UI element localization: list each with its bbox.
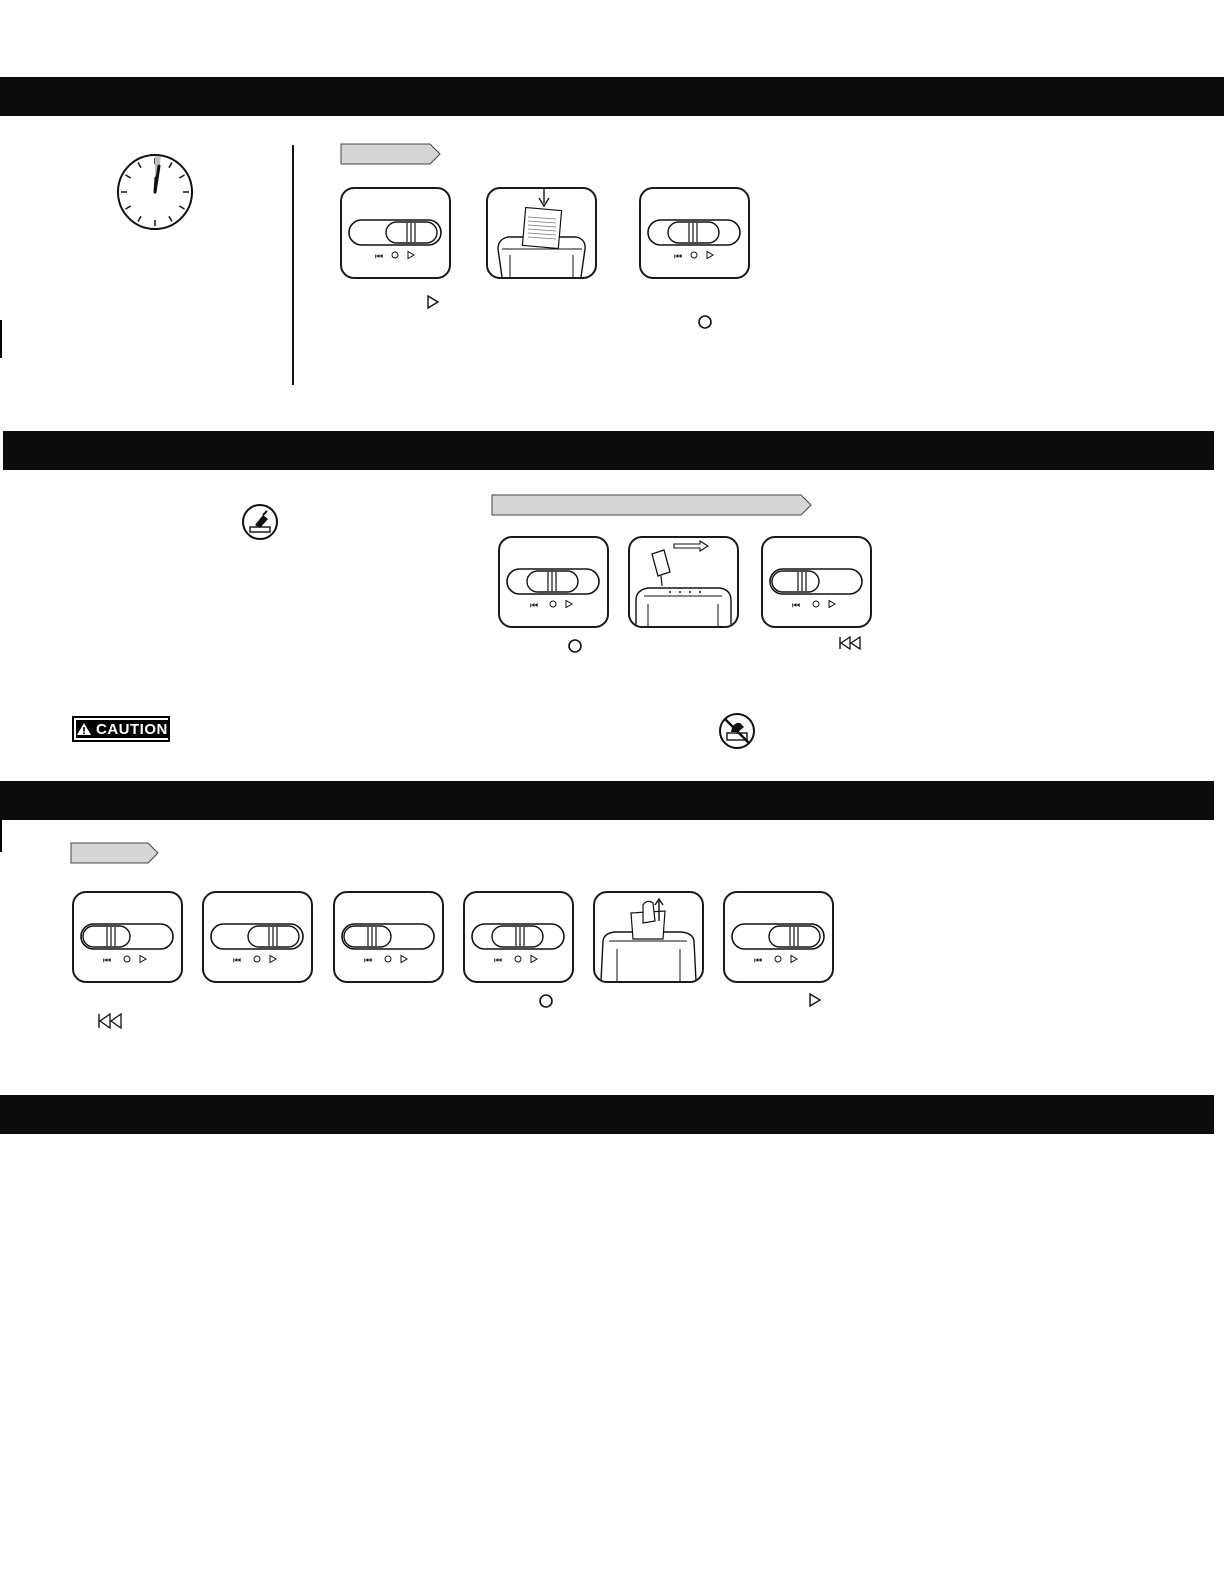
svg-text:⏮: ⏮ — [494, 956, 503, 966]
caution-text: CAUTION — [96, 720, 168, 738]
step-arrow-tab — [70, 842, 160, 864]
margin-mark — [0, 818, 2, 852]
clock-icon — [115, 152, 195, 232]
shredder-feed-illustration — [486, 187, 597, 279]
svg-text:⏮: ⏮ — [674, 252, 683, 262]
section-bar-1 — [0, 77, 1224, 116]
switch-panel-off — [463, 891, 574, 983]
no-hands-warning-icon — [718, 712, 756, 750]
section-bar-4 — [0, 1095, 1214, 1134]
switch-panel-reverse — [72, 891, 183, 983]
svg-text:⏮: ⏮ — [530, 601, 539, 611]
svg-text:⏮: ⏮ — [364, 956, 373, 966]
step-arrow-tab — [340, 143, 442, 165]
switch-panel-off — [498, 536, 609, 628]
shredder-clear-jam-illustration — [593, 891, 704, 983]
section-bar-2 — [3, 431, 1214, 470]
switch-panel-reverse — [761, 536, 872, 628]
column-divider — [292, 145, 294, 385]
off-circle-icon — [697, 314, 713, 330]
svg-text:⏮: ⏮ — [375, 252, 384, 262]
off-circle-icon — [538, 993, 554, 1009]
svg-text:⏮: ⏮ — [792, 601, 801, 611]
reverse-icon — [838, 635, 864, 651]
switch-panel-auto — [202, 891, 313, 983]
svg-text:⏮: ⏮ — [233, 956, 242, 966]
caution-label — [72, 716, 170, 742]
switch-panel-off — [639, 187, 750, 279]
play-triangle-icon — [808, 992, 822, 1008]
switch-panel-auto — [723, 891, 834, 983]
switch-panel-reverse — [333, 891, 444, 983]
margin-mark — [0, 320, 2, 358]
switch-panel-auto — [340, 187, 451, 279]
reverse-icon — [97, 1012, 125, 1030]
svg-text:⏮: ⏮ — [103, 956, 112, 966]
svg-text:⏮: ⏮ — [754, 956, 763, 966]
warning-triangle-icon — [76, 722, 92, 736]
section-bar-3 — [0, 781, 1214, 820]
play-triangle-icon — [426, 294, 440, 310]
shredder-oil-illustration — [628, 536, 739, 628]
step-arrow-tab — [491, 494, 813, 516]
off-circle-icon — [567, 638, 583, 654]
oil-lubricate-icon — [241, 503, 279, 541]
